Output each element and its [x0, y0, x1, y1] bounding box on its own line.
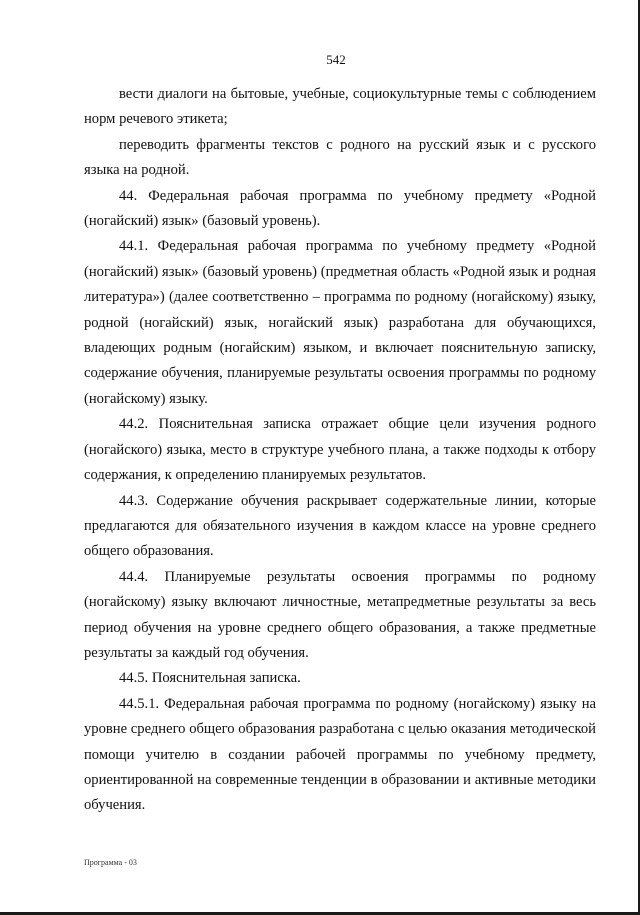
page-footer: Программа - 03 [84, 858, 137, 867]
paragraph-translation: переводить фрагменты текстов с родного на русский язык и с русского языка на родной. [84, 136, 596, 179]
page-number: 542 [326, 52, 346, 67]
paragraph-section-44-3: 44.3. Содержание обучения раскрывает содержательные линии, которые предлагаются для обязательного изучения в каждом классе на уровне среднего общего образования. [84, 492, 596, 560]
paragraph-section-44: 44. Федеральная рабочая программа по учебному предмету «Родной (ногайский) язык» (базовый уровень). [84, 187, 596, 230]
paragraph-section-44-5: 44.5. Пояснительная записка. [119, 670, 301, 687]
paragraph-section-44-4: 44.4. Планируемые результаты освоения программы по родному (ногайскому) языку включают личностные, метапредметные результаты за весь период обучения на уровне среднего общего образования, а также предметные результаты за каждый год обучения. [84, 568, 596, 661]
paragraph-section-44-5-1: 44.5.1. Федеральная рабочая программа по родному (ногайскому) языку на уровне среднего общего образования разработана с целью оказания методической помощи учителю в создании рабочей программы по учебному предмету, ориентированной на современные тенденции в образовании и активные методики обучения. [84, 695, 596, 814]
document-body [84, 82, 596, 819]
paragraph-section-44-2: 44.2. Пояснительная записка отражает общие цели изучения родного (ногайского) языка, место в структуре учебного плана, а также подходы к отбору содержания, к определению планируемых результатов. [84, 416, 596, 484]
paragraph-section-44-1: 44.1. Федеральная рабочая программа по учебному предмету «Родной (ногайский) язык» (базовый уровень) (предметная область «Родной язык и родная литература») (далее соответственно – программа по родному (ногайскому) языку, родной (ногайский) язык, ногайский язык) разработана для обучающихся, владеющих родным (ногайским) языком, и включает пояснительную записку, содержание обучения, планируемые результаты освоения программы по родному (ногайскому) языку. [84, 238, 596, 407]
paragraph-dialogues: вести диалоги на бытовые, учебные, социокультурные темы с соблюдением норм речевого этикета; [84, 86, 596, 128]
